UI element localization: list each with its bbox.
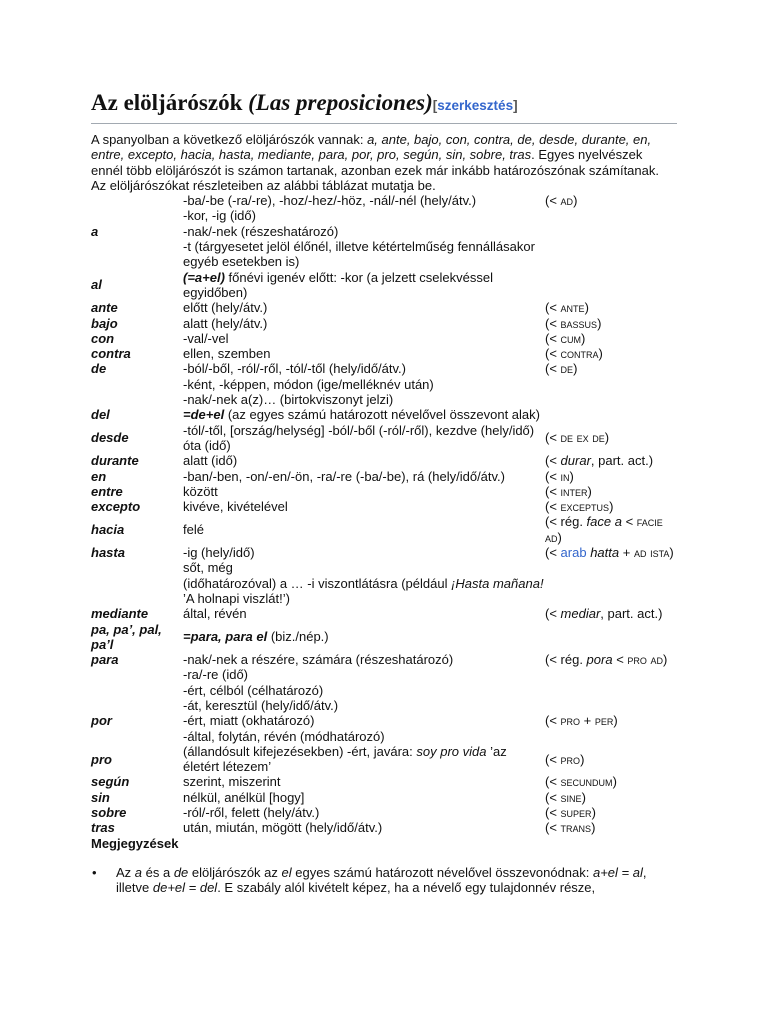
etym-text: ) (612, 774, 617, 790)
preposition-word: bajo (91, 315, 118, 331)
etym-latin: in (560, 468, 570, 484)
preposition-meaning: nélkül, anélkül [hogy] (183, 789, 305, 805)
preposition-etymology (545, 805, 677, 820)
preposition-etymology (545, 407, 677, 422)
preposition-word: al (91, 277, 102, 293)
etym-text: ) (597, 315, 602, 331)
etym-word: durar (560, 453, 591, 469)
preposition-etymology (545, 499, 677, 514)
etym-text: ) (584, 300, 589, 316)
note-term: de (173, 864, 189, 880)
table-row (91, 346, 677, 361)
table-row (91, 270, 677, 301)
etym-text: (< (545, 468, 561, 484)
etym-latin: trans (560, 820, 592, 836)
etym-word: mediar (560, 606, 601, 622)
etym-latin: facie ad (545, 514, 663, 545)
etym-latin: exceptus (560, 499, 610, 515)
preposition-meaning: ellen, szemben (183, 346, 271, 362)
etym-latin: pro (560, 713, 581, 729)
meaning-formula: (=a+el) (183, 269, 225, 285)
etym-text: (< (545, 361, 561, 377)
preposition-word: en (91, 468, 107, 484)
preposition-meaning: alatt (hely/átv.) (183, 315, 268, 331)
preposition-meaning (183, 423, 545, 454)
meaning-text: ’az életért létezem’ (183, 743, 507, 775)
table-row (91, 331, 677, 346)
etym-text: (< (545, 330, 561, 346)
meaning-line: -tól/-től, [ország/helység] -ból/-ből (-ról/-ről), kezdve (hely/idő) (183, 422, 535, 438)
etym-latin: ante (560, 300, 585, 316)
table-row (91, 484, 677, 499)
meaning-text: (az egyes számú határozott névelővel összevont alak) (224, 407, 540, 423)
etym-text: ) (609, 499, 614, 515)
table-row (91, 469, 677, 484)
intro-lead: A spanyolban a következő elöljárószók vannak: (91, 132, 368, 147)
meaning-line: -ból/-ből, -ról/-ről, -tól/-től (hely/idő/átv.) (183, 361, 406, 377)
etym-text: (< (545, 751, 561, 767)
notes-heading: Megjegyzések (91, 835, 179, 851)
note-text: Az (116, 864, 135, 880)
table-row (91, 545, 677, 606)
preposition-etymology (545, 545, 677, 606)
etym-text: , part. act.) (600, 606, 663, 622)
note-formula: a+el = al (592, 864, 643, 880)
meaning-line: -nak/-nek a(z)… (birtokviszonyt jelzi) (183, 392, 394, 408)
note-text: és a (142, 864, 174, 880)
preposition-etymology (545, 346, 677, 361)
meaning-line: -ként, -képpen, módon (ige/melléknév után) (183, 376, 434, 392)
etym-text: (< rég. (545, 514, 587, 530)
meaning-line: -nak/-nek a részére, számára (részeshatározó) (183, 652, 454, 668)
preposition-meaning: által, révén (183, 606, 247, 622)
table-row (91, 820, 677, 835)
note-text: elöljárószók az (188, 864, 282, 880)
note-text: , illetve (116, 864, 647, 896)
preposition-word: según (91, 774, 130, 790)
etym-word: face a (586, 514, 622, 530)
preposition-meaning (183, 361, 545, 407)
etym-word: pora (586, 652, 613, 668)
preposition-meaning (183, 698, 545, 744)
preposition-meaning: -val/-vel (183, 330, 229, 346)
etym-text: (< (545, 193, 561, 209)
section-heading (91, 88, 677, 124)
etym-text: (< (545, 315, 561, 331)
etym-text: + (619, 545, 634, 561)
etym-latin: per (594, 713, 614, 729)
etym-latin: sine (560, 789, 582, 805)
etym-text: ) (669, 545, 674, 561)
meaning-line (183, 576, 545, 607)
note-term: el (281, 864, 292, 880)
etym-text: (< (545, 346, 561, 362)
preposition-word: pa, pa’, pal, pa’l (91, 621, 162, 652)
preposition-meaning: alatt (idő) (183, 453, 238, 469)
preposition-meaning (183, 545, 545, 606)
preposition-etymology (545, 606, 677, 621)
table-row (91, 361, 677, 407)
preposition-word: por (91, 713, 112, 729)
preposition-etymology (545, 744, 677, 775)
etym-latin: inter (560, 483, 588, 499)
preposition-word: desde (91, 430, 129, 446)
heading-subtitle: (Las preposiciones) (248, 90, 433, 115)
preposition-etymology (545, 300, 677, 315)
preposition-meaning (183, 407, 545, 422)
meaning-line: -ra/-re (idő) (183, 667, 249, 683)
etym-text: (< (545, 774, 561, 790)
preposition-word: mediante (91, 606, 149, 622)
table-row (91, 774, 677, 789)
etym-text: ) (604, 430, 610, 446)
preposition-meaning: felé (183, 522, 204, 538)
meaning-line: -ba/-be (-ra/-re), -hoz/-hez/-höz, -nál/-nél (hely/átv.) (183, 193, 477, 209)
note-text: egyes számú határozott névelővel összevonódnak: (291, 864, 593, 880)
etym-text: ) (591, 820, 596, 836)
etym-text: (< (545, 606, 561, 622)
etym-text: , part. act.) (590, 453, 654, 469)
preposition-word: sobre (91, 805, 127, 821)
etym-text: ) (573, 361, 578, 377)
meaning-line: -át, keresztül (hely/idő/átv.) (183, 697, 339, 713)
meaning-line: -által, folytán, révén (módhatározó) (183, 728, 385, 744)
meaning-line: -kor, -ig (idő) (183, 208, 256, 224)
preposition-etymology (545, 316, 677, 331)
etym-text: (< (545, 499, 561, 515)
table-row (91, 698, 677, 744)
preposition-word: entre (91, 483, 123, 499)
etym-latin: ad (560, 193, 574, 209)
preposition-meaning (183, 193, 545, 269)
preposition-word: hasta (91, 545, 125, 561)
etym-text: ) (591, 805, 596, 821)
etym-text: ) (557, 529, 562, 545)
meaning-text: ’A holnapi viszlát!’) (183, 590, 290, 606)
meaning-line: sőt, még (183, 560, 233, 576)
preposition-word: excepto (91, 499, 141, 515)
etym-text: + (580, 713, 595, 729)
intro-rest: . Egyes nyelvészek ennél több elöljárószót is számon tartanak, azonban ezek már inkább határozószónak számítanak. Az elöljárószókat részleteiben az alábbi táblázat mutatja be. (91, 147, 659, 193)
list-item (116, 865, 677, 896)
etym-text: < (612, 652, 628, 668)
table-row (91, 606, 677, 621)
preposition-word: para (91, 652, 119, 668)
etym-text: ) (569, 468, 574, 484)
preposition-meaning: -ban/-ben, -on/-en/-ön, -ra/-re (-ba/-be), rá (hely/idő/átv.) (183, 468, 505, 484)
prepositions-table (91, 193, 677, 835)
preposition-word: durante (91, 453, 139, 469)
preposition-meaning (183, 652, 545, 698)
edit-bracket-open: [ (432, 98, 438, 113)
table-row (91, 407, 677, 422)
etym-text: (< rég. (545, 652, 587, 668)
table-row (91, 514, 677, 545)
edit-section-link[interactable]: szerkesztés (437, 98, 514, 113)
intro-preposition-list: a, ante, bajo, con, contra, de, desde, durante, en, entre, excepto, hacia, hasta, mediante, para, por, pro, según, sin, sobre, tras (91, 132, 652, 163)
etym-text: ) (573, 193, 578, 209)
etym-text: (< (545, 805, 561, 821)
preposition-etymology (545, 331, 677, 346)
preposition-meaning: után, miután, mögött (hely/idő/átv.) (183, 820, 383, 836)
etym-text: (< (545, 820, 561, 836)
table-row (91, 622, 677, 653)
etym-latin: ad ista (633, 545, 670, 561)
preposition-etymology (545, 790, 677, 805)
preposition-etymology (545, 820, 677, 835)
preposition-etymology (545, 698, 677, 744)
meaning-line: -ért, célból (célhatározó) (183, 682, 324, 698)
preposition-meaning: szerint, miszerint (183, 774, 281, 790)
table-row (91, 423, 677, 454)
table-row (91, 805, 677, 820)
etym-latin: pro ad (627, 652, 664, 668)
table-row (91, 652, 677, 698)
etym-text: ) (613, 713, 618, 729)
preposition-meaning: kivéve, kivételével (183, 499, 288, 515)
etym-latin: secundum (560, 774, 613, 790)
etym-text: (< (545, 483, 561, 499)
note-formula: de+el = del (152, 880, 218, 896)
meaning-example: soy pro vida (416, 743, 487, 759)
etym-text: (< (545, 430, 561, 446)
meaning-line: -ért, miatt (okhatározó) (183, 713, 315, 729)
preposition-word: contra (91, 346, 131, 362)
etym-latin: super (560, 805, 592, 821)
preposition-word: tras (91, 820, 115, 836)
meaning-text: (időhatározóval) a … -i viszontlátásra (például (183, 575, 452, 591)
meaning-formula: =para, para el (183, 629, 268, 645)
preposition-word: de (91, 361, 107, 377)
etym-text: ) (580, 751, 585, 767)
preposition-etymology (545, 270, 677, 301)
etym-text: (< (545, 789, 561, 805)
preposition-etymology (545, 514, 677, 545)
meaning-text: főnévi igenév előtt: -kor (a jelzett cselekvéssel egyidőben) (183, 269, 493, 300)
table-row (91, 193, 677, 269)
etym-text: ) (581, 789, 586, 805)
meaning-text: (állandósult kifejezésekben) -ért, javára: (183, 743, 417, 759)
meaning-example: ¡Hasta mañana! (451, 575, 544, 591)
note-text: . E szabály alól kivételt képez, ha a névelő egy tulajdonnév része, (217, 880, 596, 896)
preposition-etymology (545, 193, 677, 269)
preposition-etymology (545, 453, 677, 468)
heading-title: Az elöljárószók (91, 90, 243, 115)
etym-latin: cum (560, 330, 582, 346)
preposition-meaning: között (183, 483, 218, 499)
preposition-meaning (183, 270, 545, 301)
preposition-word: a (91, 223, 99, 239)
preposition-word: pro (91, 751, 112, 767)
article-section (91, 88, 677, 896)
table-row (91, 453, 677, 468)
table-row (91, 744, 677, 775)
meaning-text: (biz./nép.) (267, 629, 329, 645)
preposition-word: hacia (91, 522, 125, 538)
meaning-formula: =de+el (183, 407, 225, 423)
table-row (91, 790, 677, 805)
edit-bracket-close: ] (513, 98, 518, 113)
meaning-line: -t (tárgyesetet jelöl élőnél, illetve kétértelműség fennállásakor egyéb esetekben is) (183, 239, 535, 270)
preposition-etymology (545, 361, 677, 407)
preposition-etymology (545, 469, 677, 484)
preposition-word: sin (91, 789, 110, 805)
etym-latin: bassus (560, 315, 598, 331)
etym-word: hatta (590, 545, 620, 561)
etym-text: ) (587, 483, 592, 499)
intro-paragraph (91, 132, 677, 193)
edit-section (433, 98, 518, 113)
notes-list (91, 865, 677, 896)
table-row (91, 316, 677, 331)
etym-text: ) (598, 346, 603, 362)
table-row (91, 300, 677, 315)
preposition-meaning (183, 744, 545, 775)
preposition-word: del (91, 407, 110, 423)
preposition-etymology (545, 622, 677, 653)
preposition-etymology (545, 774, 677, 789)
etym-text: < (621, 514, 637, 530)
etym-text: (< (545, 545, 561, 561)
preposition-meaning: -ról/-ről, felett (hely/átv.) (183, 805, 320, 821)
preposition-meaning (183, 622, 545, 653)
preposition-word: ante (91, 300, 118, 316)
table-row (91, 499, 677, 514)
etym-text: ) (663, 652, 668, 668)
meaning-line: -nak/-nek (részeshatározó) (183, 223, 339, 239)
preposition-etymology (545, 484, 677, 499)
preposition-etymology (545, 652, 677, 698)
preposition-etymology (545, 423, 677, 454)
etym-text: (< (545, 713, 561, 729)
note-term: a (134, 864, 143, 880)
meaning-line: -ig (hely/idő) (183, 545, 255, 561)
etym-latin: contra (560, 346, 599, 362)
etym-latin: de (560, 361, 574, 377)
preposition-word: con (91, 330, 115, 346)
etym-text: (< (545, 453, 561, 469)
meaning-line: óta (idő) (183, 437, 231, 453)
etym-text: ) (581, 330, 586, 346)
etym-text: (< (545, 300, 561, 316)
etym-latin: de ex de (560, 430, 605, 446)
preposition-meaning: előtt (hely/átv.) (183, 300, 268, 316)
etym-latin: pro (560, 751, 581, 767)
arab-link[interactable]: arab (560, 545, 587, 561)
